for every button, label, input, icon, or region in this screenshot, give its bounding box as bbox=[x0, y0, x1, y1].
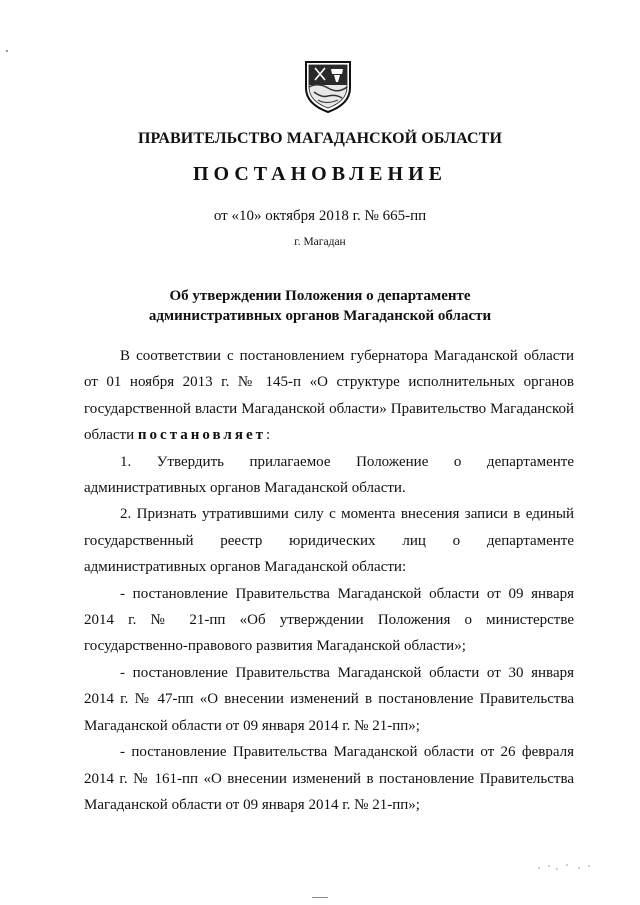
repealed-act-1: - постановление Правительства Магаданской области от 09 января 2014 г. № 21-пп «Об утверждении Положения о министерстве государственно-правового развития Магаданской области»; bbox=[84, 585, 574, 655]
scan-speck bbox=[6, 50, 8, 52]
scan-dash bbox=[312, 897, 328, 898]
document-date-number: от «10» октября 2018 г. № 665-пп bbox=[213, 208, 427, 224]
preamble-paragraph bbox=[84, 343, 574, 449]
preamble-colon: : bbox=[266, 427, 271, 444]
subject-line-2: административных органов Магаданской области bbox=[148, 308, 492, 324]
document-subject bbox=[0, 286, 640, 326]
repealed-act-3: - постановление Правительства Магаданской области от 26 февраля 2014 г. № 161-пп «О внесении изменений в постановление Правительства Магаданской области от 09 января 2014 г. № 21-пп»; bbox=[84, 744, 574, 813]
preamble-text: В соответствии с постановлением губернатора Магаданской области от 01 ноября 2013 г. № 145-п «О структуре исполнительных органов государственной власти Магаданской области» Правительство Магаданской области bbox=[84, 348, 574, 444]
decree-word: постановляет bbox=[137, 427, 266, 444]
organization-title: ПРАВИТЕЛЬСТВО МАГАДАНСКОЙ ОБЛАСТИ bbox=[137, 130, 502, 147]
scan-marks bbox=[535, 860, 595, 874]
item-2-paragraph: 2. Признать утратившими силу с момента внесения записи в единый государственный реестр юридических лиц о департаменте административных органов Магаданской области: bbox=[84, 506, 574, 576]
document-body bbox=[84, 343, 574, 818]
document-type-title: ПОСТАНОВЛЕНИЕ bbox=[193, 163, 447, 185]
document-city: г. Магадан bbox=[294, 236, 346, 248]
coat-of-arms-emblem bbox=[298, 58, 358, 114]
subject-line-1: Об утверждении Положения о департаменте bbox=[169, 288, 471, 304]
repealed-act-2: - постановление Правительства Магаданской области от 30 января 2014 г. № 47-пп «О внесении изменений в постановление Правительства Магаданской области от 09 января 2014 г. № 21-пп»; bbox=[84, 664, 574, 734]
item-1-paragraph: 1. Утвердить прилагаемое Положение о департаменте административных органов Магаданской области. bbox=[84, 453, 574, 497]
